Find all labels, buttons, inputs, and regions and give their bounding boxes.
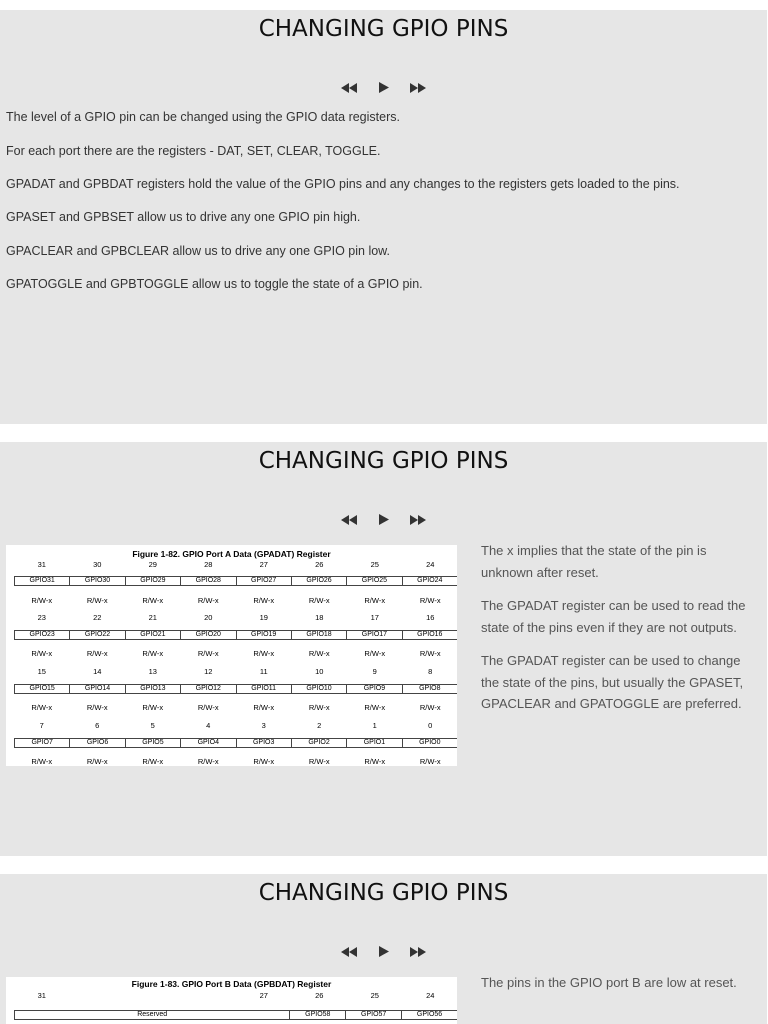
register-field: GPIO29 [125, 577, 180, 585]
register-field: GPIO2 [291, 739, 346, 747]
register-field: GPIO17 [346, 631, 401, 639]
register-field: GPIO31 [29, 577, 55, 584]
figure-caption: Figure 1-82. GPIO Port A Data (GPADAT) Register [132, 549, 331, 559]
register-figure [6, 545, 457, 766]
bit-number: 10 [315, 667, 324, 676]
access-type: R/W-x [419, 596, 441, 605]
rewind-icon[interactable] [341, 515, 357, 525]
access-type: R/W-x [31, 649, 53, 658]
note-paragraph: The pins in the GPIO port B are low at reset. [481, 975, 737, 990]
bit-number: 0 [428, 721, 433, 730]
fast-forward-icon[interactable] [410, 515, 426, 525]
access-type: R/W-x [364, 703, 386, 712]
register-field: GPIO11 [236, 685, 291, 693]
access-type: R/W-x [31, 757, 53, 766]
access-row [14, 596, 457, 605]
bit-number: 5 [150, 721, 155, 730]
figure-caption: Figure 1-83. GPIO Port B Data (GPBDAT) Register [131, 979, 332, 989]
bit-number: 30 [93, 560, 102, 569]
access-type: R/W-x [142, 703, 164, 712]
slide-2 [0, 442, 767, 856]
bit-numbers-row [14, 667, 457, 676]
slide-notes [481, 972, 751, 1006]
bit-number: 15 [37, 667, 46, 676]
bit-number: 13 [148, 667, 157, 676]
access-type: R/W-x [142, 596, 164, 605]
bit-number: 8 [428, 667, 433, 676]
play-icon[interactable] [379, 946, 389, 957]
access-type: R/W-x [197, 703, 219, 712]
bit-number: 27 [259, 991, 268, 1000]
register-field-row [14, 576, 457, 586]
access-type: R/W-x [86, 703, 108, 712]
access-type: R/W-x [419, 757, 441, 766]
bit-numbers-row [14, 721, 457, 730]
register-field: GPIO7 [31, 739, 53, 746]
register-field-row [14, 738, 457, 748]
note-paragraph: The GPADAT register can be used to read the state of the pins even if they are not outputs. [481, 598, 746, 635]
bit-number: 25 [370, 991, 379, 1000]
access-row [14, 649, 457, 658]
slide-3 [0, 874, 767, 1024]
access-type: R/W-x [253, 757, 275, 766]
bit-number [70, 991, 126, 1000]
access-type: R/W-x [308, 596, 330, 605]
register-field: GPIO25 [346, 577, 401, 585]
bit-number: 6 [95, 721, 100, 730]
bit-numbers-row [14, 613, 457, 622]
bit-number: 20 [204, 613, 213, 622]
bit-number: 9 [372, 667, 377, 676]
register-field: GPIO58 [289, 1011, 345, 1019]
slide-controls [0, 77, 767, 93]
paragraph: For each port there are the registers - DAT, SET, CLEAR, TOGGLE. [6, 144, 381, 158]
bit-number: 1 [372, 721, 377, 730]
play-icon[interactable] [379, 514, 389, 525]
register-field: GPIO0 [402, 739, 457, 747]
register-field: GPIO30 [69, 577, 124, 585]
register-field: GPIO14 [69, 685, 124, 693]
register-field-row [14, 630, 457, 640]
register-field: GPIO24 [402, 577, 457, 585]
paragraph: GPACLEAR and GPBCLEAR allow us to drive any one GPIO pin low. [6, 244, 390, 258]
access-type: R/W-x [253, 703, 275, 712]
register-field: GPIO27 [236, 577, 291, 585]
play-icon[interactable] [379, 82, 389, 93]
register-field: GPIO4 [180, 739, 235, 747]
paragraph: GPADAT and GPBDAT registers hold the value of the GPIO pins and any changes to the registers gets loaded to the pins. [6, 177, 680, 191]
bit-number [181, 991, 237, 1000]
bit-number [125, 991, 181, 1000]
register-field: GPIO5 [125, 739, 180, 747]
access-type: R/W-x [364, 757, 386, 766]
bit-number: 31 [37, 991, 46, 1000]
slide-controls [0, 509, 767, 525]
register-field: GPIO8 [402, 685, 457, 693]
access-type: R/W-x [364, 596, 386, 605]
bit-number: 21 [148, 613, 157, 622]
bit-number: 23 [37, 613, 46, 622]
bit-number: 16 [426, 613, 435, 622]
bit-number: 12 [204, 667, 213, 676]
bit-number: 25 [370, 560, 379, 569]
register-field: GPIO28 [180, 577, 235, 585]
bit-number: 19 [259, 613, 268, 622]
rewind-icon[interactable] [341, 83, 357, 93]
slide-notes [481, 540, 751, 727]
note-paragraph: The GPADAT register can be used to change the state of the pins, but usually the GPASET, GPACLEAR and GPATOGGLE are preferred. [481, 653, 744, 711]
access-type: R/W-x [308, 703, 330, 712]
access-type: R/W-x [253, 596, 275, 605]
access-type: R/W-x [31, 596, 53, 605]
access-type: R/W-x [31, 703, 53, 712]
access-type: R/W-x [142, 757, 164, 766]
access-type: R/W-x [253, 649, 275, 658]
access-type: R/W-x [197, 596, 219, 605]
bit-numbers-row [14, 560, 457, 569]
bit-number: 29 [148, 560, 157, 569]
register-field: GPIO9 [346, 685, 401, 693]
register-field: GPIO20 [180, 631, 235, 639]
register-figure [6, 977, 457, 1024]
slide-title: CHANGING GPIO PINS [258, 16, 509, 42]
register-field: GPIO10 [291, 685, 346, 693]
bit-number: 18 [315, 613, 324, 622]
register-field: GPIO19 [236, 631, 291, 639]
register-field: GPIO15 [29, 685, 55, 692]
register-field: GPIO16 [402, 631, 457, 639]
access-type: R/W-x [86, 649, 108, 658]
register-field: GPIO26 [291, 577, 346, 585]
paragraph: GPATOGGLE and GPBTOGGLE allow us to toggle the state of a GPIO pin. [6, 277, 423, 291]
note-paragraph: The x implies that the state of the pin is unknown after reset. [481, 543, 707, 580]
slide-1 [0, 10, 767, 424]
bit-number: 24 [426, 991, 435, 1000]
bit-number: 17 [370, 613, 379, 622]
bit-number: 11 [259, 667, 268, 676]
register-field: GPIO18 [291, 631, 346, 639]
slide-title: CHANGING GPIO PINS [258, 448, 509, 474]
register-field: GPIO3 [236, 739, 291, 747]
register-field: GPIO1 [346, 739, 401, 747]
bit-number: 28 [204, 560, 213, 569]
register-field-row [14, 684, 457, 694]
fast-forward-icon[interactable] [410, 83, 426, 93]
bit-number: 3 [261, 721, 266, 730]
register-field: GPIO12 [180, 685, 235, 693]
access-type: R/W-x [86, 596, 108, 605]
access-type: R/W-x [419, 703, 441, 712]
slide-controls [0, 941, 767, 957]
register-field: GPIO22 [69, 631, 124, 639]
bit-number: 2 [317, 721, 322, 730]
register-field: GPIO56 [401, 1011, 457, 1019]
bit-number: 24 [426, 560, 435, 569]
access-type: R/W-x [419, 649, 441, 658]
access-type: R/W-x [308, 649, 330, 658]
bit-number: 7 [39, 721, 44, 730]
register-field: GPIO57 [345, 1011, 401, 1019]
register-field: GPIO6 [69, 739, 124, 747]
bit-number: 31 [37, 560, 46, 569]
access-row [14, 757, 457, 766]
reserved-field: Reserved [137, 1011, 168, 1018]
fast-forward-icon[interactable] [410, 947, 426, 957]
bit-number: 26 [315, 991, 324, 1000]
access-row [14, 703, 457, 712]
register-field: GPIO21 [125, 631, 180, 639]
bit-number: 14 [93, 667, 102, 676]
register-field: GPIO13 [125, 685, 180, 693]
bit-numbers-row [14, 991, 457, 1000]
paragraph: The level of a GPIO pin can be changed using the GPIO data registers. [6, 110, 400, 124]
access-type: R/W-x [197, 649, 219, 658]
bit-number: 22 [93, 613, 102, 622]
bit-number: 27 [259, 560, 268, 569]
access-type: R/W-x [308, 757, 330, 766]
bit-number: 4 [206, 721, 211, 730]
slide-title: CHANGING GPIO PINS [258, 880, 509, 906]
bit-number: 26 [315, 560, 324, 569]
access-type: R/W-x [197, 757, 219, 766]
access-type: R/W-x [142, 649, 164, 658]
register-field-row [14, 1010, 457, 1020]
access-type: R/W-x [364, 649, 386, 658]
register-field: GPIO23 [29, 631, 55, 638]
access-type: R/W-x [86, 757, 108, 766]
rewind-icon[interactable] [341, 947, 357, 957]
paragraph: GPASET and GPBSET allow us to drive any one GPIO pin high. [6, 210, 361, 224]
